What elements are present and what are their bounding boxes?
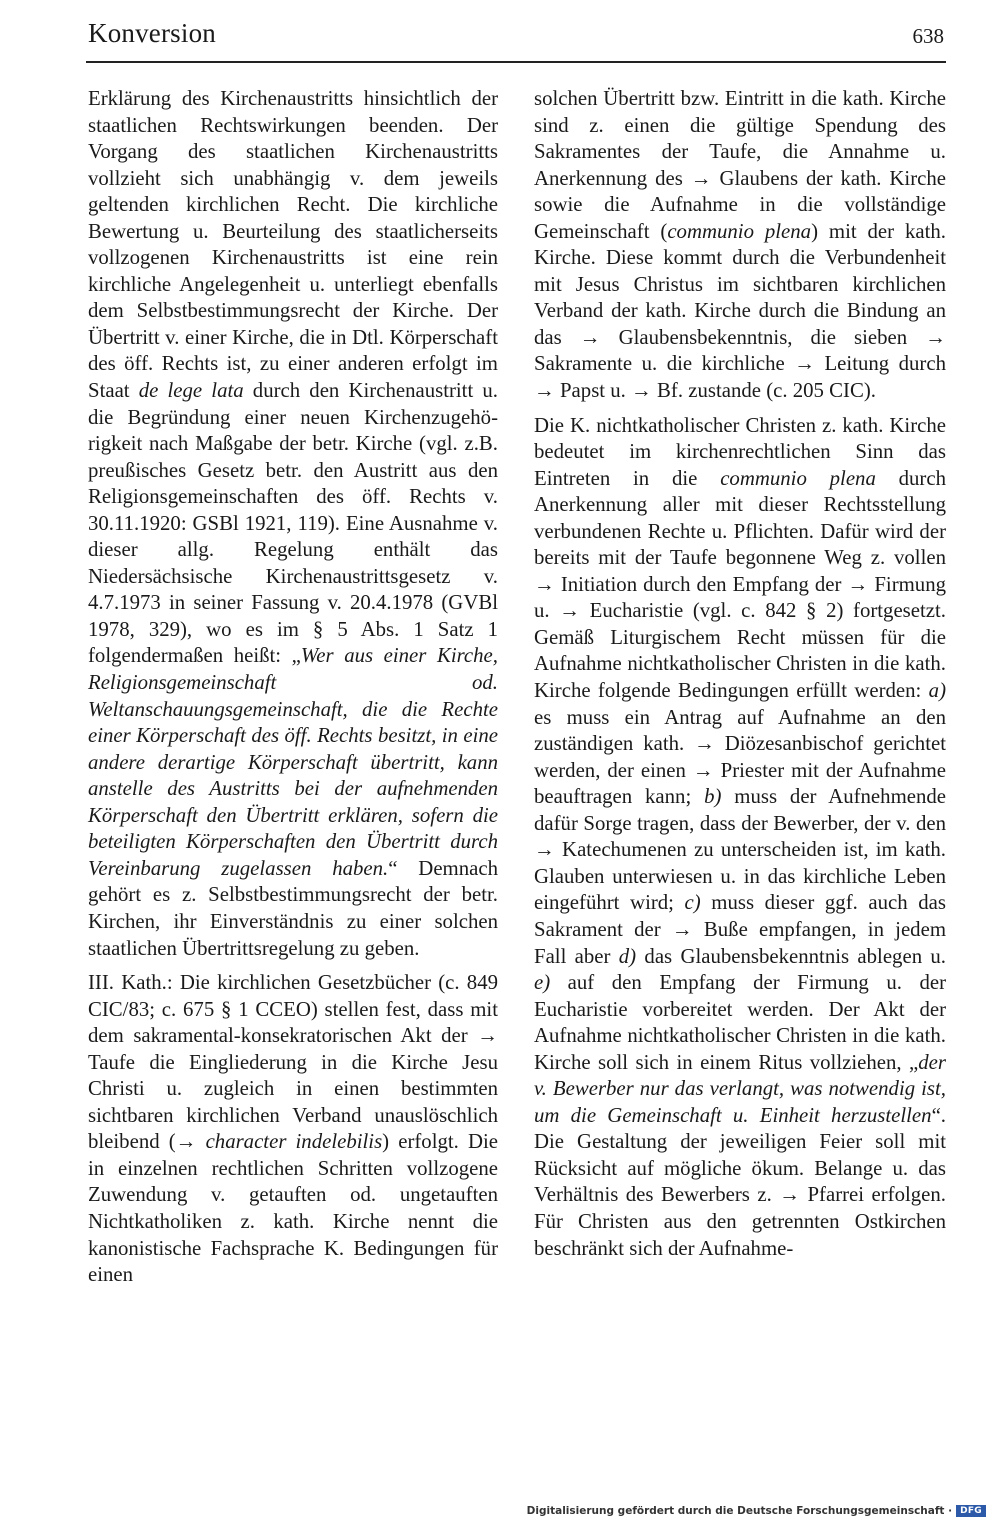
right-column	[534, 86, 946, 1262]
footer-text: Digitalisierung gefördert durch die Deutsche Forschungsgemeinschaft ·	[526, 1505, 953, 1517]
running-head-title: Konversion	[88, 18, 216, 48]
text-run: ) mit der kath. Kirche. Diese kommt durch die Verbundenheit mit Jesus Christus im sichtbaren kirchlichen Verband der kath. Kirche durch die Bindung an das → Glaubensbekenntnis, die sieben → Sakramente u. die kirchliche → Leitung durch → Papst u. → Bf. zustande (c. 205 CIC).	[534, 219, 946, 403]
text-run: durch Anerkennung aller mit dieser Rechtsstellung verbundenen Rechte u. Pflichten. Dafür wird der bereits mit der Taufe begonnene Weg z. vollen → Initiation durch den Empfang der → Firmung u. → Eucharistie (vgl. c. 842 § 2) fortgesetzt. Gemäß Liturgischem Recht müssen für die Aufnahme nichtkatholischer Christen in die kath. Kirche folgende Bedingungen erfüllt werden:	[534, 466, 946, 703]
text-run: durch den Kirchenaustritt u. die Begründung einer neuen Kirchenzugehörigkeit nach Maßgabe der betr. Kirche (vgl. z.B. preußisches Gesetz betr. den Austritt aus den Religionsgemeinschaften des öff. Rechts v. 30.11.1920: GSBl 1921, 119). Eine Ausnahme v. dieser allg. Regelung enthält das Niedersächsische Kirchenaustrittsgesetz v. 4.7.1973 in seiner Fassung v. 20.4.1978 (GVBl 1978, 329), wo es im § 5 Abs. 1 Satz 1 folgendermaßen heißt: „	[88, 379, 498, 668]
list-marker: c)	[684, 891, 701, 915]
paragraph	[88, 86, 498, 962]
dfg-logo: DFG	[956, 1505, 986, 1517]
list-marker: b)	[704, 785, 722, 809]
text-run: es muss ein Antrag auf Aufnahme an den zuständigen kath. → Diözesanbischof gerichtet werden, der einen → Priester mit der Aufnahme beauftragen kann;	[534, 705, 946, 809]
list-marker: e)	[534, 971, 551, 995]
text-run: muss der Aufnehmende dafür Sorge tragen, dass der Bewerber, der v. den → Katechumenen zu unterscheiden ist, im kath. Glauben unterwiesen u. in das kirchliche Leben eingeführt wird;	[534, 785, 946, 915]
text-run: III. Kath.: Die kirchlichen Gesetzbücher (c. 849 CIC/83; c. 675 § 1 CCEO) stellen fest, dass mit dem sakramental-konsekratorischen Akt der → Taufe die Eingliederung in die Kirche Jesu Christi u. zugleich in einen bestimmten sichtbaren kirchlichen Verband unauslöschlich bleibend (→	[88, 971, 498, 1154]
italic-quotation: Wer aus einer Kirche, Religionsgemeinschaft od. Weltanschauungsgemeinschaft, die die Rechte einer Körperschaft des öff. Rechts besitzt, in eine andere derartige Körperschaft übertritt, kann anstelle des Austritts bei der aufnehmenden Körperschaft den Übertritt erklären, sofern die beteiligten Körperschaften den Übertritt durch Vereinbarung zugelassen haben.	[88, 644, 498, 880]
italic-term: communio plena	[720, 466, 876, 490]
page-number: 638	[912, 24, 944, 48]
header-rule	[86, 61, 946, 63]
text-run: “. Die Gestaltung der jeweiligen Feier soll mit Rücksicht auf mögliche ökum. Belange u. das Verhältnis des Bewerbers z. → Pfarrei erfolgen. Für Christen aus den getrennten Ostkirchen beschränkt sich der Aufnahme-	[534, 1103, 946, 1260]
paragraph	[534, 413, 946, 1263]
text-run: Erklärung des Kirchenaustritts hinsichtlich der staatlichen Rechtswirkungen beenden. Der Vorgang des staatlichen Kirchenaustritts vollzieht sich unabhängig v. dem jeweils geltenden kirchlichen Recht. Die kirchliche Bewertung u. Beurteilung des staatlicherseits vollzogenen Kirchenaustritts ist eine rein kirchliche Angelegenheit u. unterliegt ebenfalls dem Selbstbestimmungsrecht der Kirche. Der Übertritt v. einer Kirche, die in Dtl. Körperschaft des öff. Rechts ist, zu einer anderen erfolgt im Staat	[88, 87, 498, 403]
digitization-footer	[527, 1505, 986, 1517]
text-run: muss dieser ggf. auch das Sakrament der → Buße empfangen, in jedem Fall aber	[534, 891, 946, 968]
text-run: “ Demnach gehört es z. Selbstbestimmungsrecht der betr. Kirchen, ihr Einverständnis zu einer solchen staatlichen Übertrittsregelung zu geben.	[88, 856, 498, 960]
italic-term: character indelebilis	[205, 1130, 383, 1154]
italic-term: communio plena	[667, 219, 812, 243]
text-run: solchen Übertritt bzw. Eintritt in die kath. Kirche sind z. einen die gültige Spendung des Sakramentes der Taufe, die Annahme u. Anerkennung des → Glaubens der kath. Kirche sowie die Aufnahme in die vollständige Gemeinschaft (	[534, 87, 946, 243]
list-marker: a)	[928, 679, 946, 703]
paragraph	[534, 86, 946, 405]
italic-quotation: der v. Bewerber nur das verlangt, was notwendig ist, um die Gemeinschaft u. Einheit herzustellen	[534, 1050, 946, 1127]
left-column	[88, 86, 498, 1289]
text-run: Die K. nichtkatholischer Christen z. kath. Kirche bedeutet im kirchenrechtlichen Sinn das Eintreten in die	[534, 413, 946, 490]
text-run: auf den Empfang der Firmung u. der Eucharistie vorbereitet werden. Der Akt der Aufnahme nichtkatholischer Christen in die kath. Kirche soll sich in einem Ritus vollziehen, „	[534, 971, 946, 1074]
text-run: ) erfolgt. Die in einzelnen rechtlichen Schritten vollzogene Zuwendung v. getauften od. ungetauften Nichtkatholiken z. kath. Kirche nennt die kanonistische Fachsprache K. Bedingungen für einen	[88, 1130, 498, 1287]
italic-term: de lege lata	[138, 379, 244, 403]
paragraph	[88, 970, 498, 1289]
text-run: das Glaubensbekenntnis ablegen u.	[636, 944, 946, 968]
list-marker: d)	[618, 944, 637, 968]
